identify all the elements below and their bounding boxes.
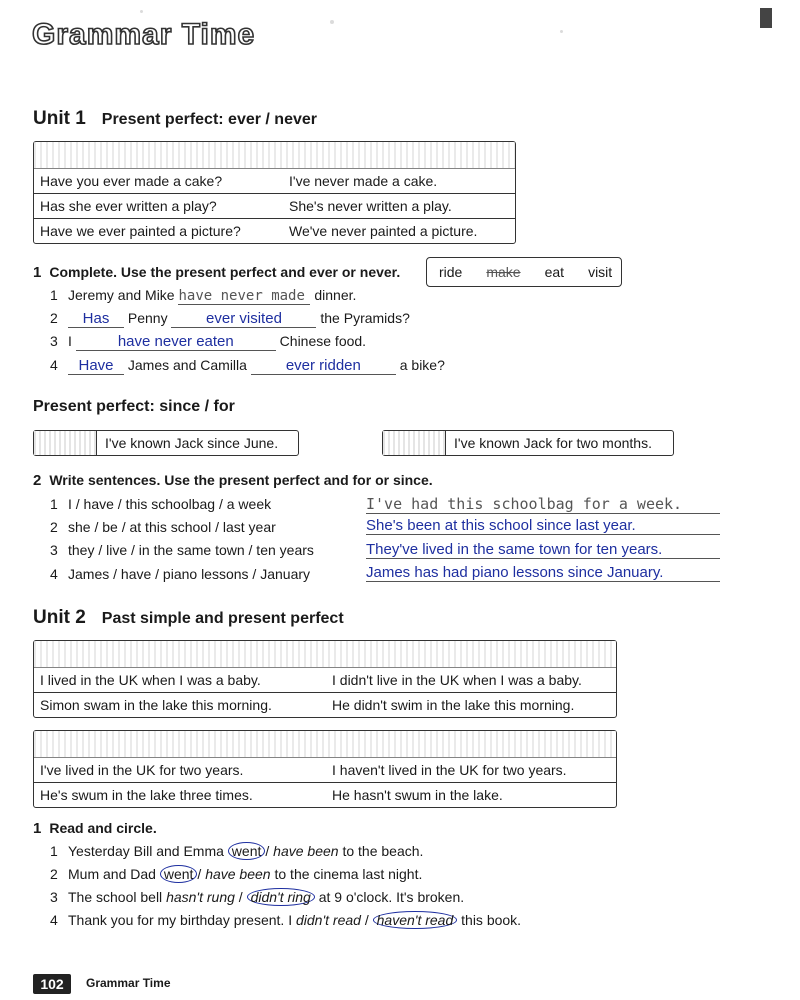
item-text: Thank you for my birthday present. I — [68, 912, 296, 928]
option-circled[interactable]: haven't read — [373, 911, 458, 929]
item-number: 1 — [50, 843, 58, 859]
table-cell: He's swum in the lake three times. — [40, 787, 253, 803]
ex2-item — [50, 566, 310, 582]
table-cell: Have you ever made a cake? — [40, 173, 223, 189]
answer-field[interactable]: I've had this schoolbag for a week. — [366, 495, 720, 514]
answer-field[interactable]: ever ridden — [251, 357, 396, 375]
example-text: I've known Jack since June. — [105, 435, 279, 451]
item-prompt: I / have / this schoolbag / a week — [68, 496, 272, 512]
table-cell: She's never written a play. — [289, 198, 452, 214]
ex-instruction: Read and circle. — [49, 820, 157, 836]
ex-number: 1 — [33, 820, 42, 837]
speck — [140, 10, 143, 13]
item-text: this book. — [457, 912, 522, 928]
speck — [560, 30, 563, 33]
example-box-since — [33, 430, 299, 456]
answer-field[interactable]: They've lived in the same town for ten years. — [366, 541, 720, 559]
unit1-heading — [33, 108, 317, 130]
table-header — [34, 142, 515, 169]
ex2-item — [50, 542, 314, 558]
item-number: 2 — [50, 866, 58, 882]
word-option: visit — [588, 264, 613, 280]
ex1-item — [50, 310, 410, 328]
item-text: James and Camilla — [127, 357, 247, 373]
answer-field[interactable]: have never eaten — [76, 333, 276, 351]
unit2-title: Past simple and present perfect — [101, 610, 344, 627]
answer-field[interactable]: have never made — [178, 288, 310, 305]
unit2-ex1-heading — [33, 820, 157, 837]
table-row — [34, 219, 515, 243]
item-text: I — [68, 333, 72, 349]
item-text: the Pyramids? — [320, 310, 410, 326]
item-number: 4 — [50, 912, 58, 928]
ex1-number: 1 — [33, 264, 42, 281]
table-cell: I didn't live in the UK when I was a baby. — [332, 672, 582, 688]
item-text: Jeremy and Mike — [68, 287, 175, 303]
item-prompt: James / have / piano lessons / January — [68, 566, 311, 582]
item-text: a bike? — [399, 357, 445, 373]
item-text: Chinese food. — [279, 333, 367, 349]
page-header-title: Grammar Time — [32, 18, 256, 51]
table-header — [34, 641, 616, 668]
table-cell: Simon swam in the lake this morning. — [40, 697, 272, 713]
table-cell: We've never painted a picture. — [289, 223, 478, 239]
item-text: to the cinema last night. — [270, 866, 423, 882]
unit2-table-2 — [33, 730, 617, 808]
item-number: 4 — [50, 357, 58, 373]
unit1-title: Present perfect: ever / never — [101, 111, 317, 128]
example-box-for — [382, 430, 674, 456]
item-text: dinner. — [314, 287, 357, 303]
circle-item — [50, 889, 464, 905]
word-option: eat — [544, 264, 565, 280]
item-number: 1 — [50, 287, 58, 303]
answer-field[interactable]: Have — [68, 357, 124, 375]
option[interactable]: have been — [205, 866, 271, 882]
unit2-table-1 — [33, 640, 617, 718]
unit2-label: Unit 2 — [33, 607, 86, 628]
word-option-used: make — [486, 264, 521, 280]
option-circled[interactable]: didn't ring — [247, 888, 315, 906]
table-header — [34, 731, 616, 758]
table-cell: I haven't lived in the UK for two years. — [332, 762, 567, 778]
separator: / — [265, 843, 274, 859]
footer-label: Grammar Time — [86, 976, 171, 990]
table-row — [34, 758, 616, 783]
table-cell: Has she ever written a play? — [40, 198, 217, 214]
item-text: Penny — [127, 310, 168, 326]
box-label — [34, 431, 97, 455]
item-number: 2 — [50, 310, 58, 326]
table-cell: I've lived in the UK for two years. — [40, 762, 244, 778]
unit1-label: Unit 1 — [33, 108, 86, 129]
table-row — [34, 169, 515, 194]
unit2-heading — [33, 607, 344, 629]
circle-item — [50, 843, 423, 859]
word-box — [426, 257, 622, 287]
ex2-number: 2 — [33, 472, 42, 489]
ex1-item — [50, 357, 445, 375]
table-cell: I've never made a cake. — [289, 173, 438, 189]
item-text: Yesterday Bill and Emma — [68, 843, 228, 859]
ex1-instruction: Complete. Use the present perfect and ever or never. — [49, 264, 401, 280]
option[interactable]: didn't read — [296, 912, 361, 928]
table-cell: He hasn't swum in the lake. — [332, 787, 503, 803]
item-text: to the beach. — [338, 843, 424, 859]
box-label — [383, 431, 446, 455]
table-row — [34, 693, 616, 717]
item-prompt: she / be / at this school / last year — [68, 519, 276, 535]
speck — [330, 20, 334, 24]
item-number: 1 — [50, 496, 58, 512]
ex2-item — [50, 519, 276, 535]
table-row — [34, 668, 616, 693]
item-number: 2 — [50, 519, 58, 535]
ex2-item — [50, 496, 271, 512]
table-cell: He didn't swim in the lake this morning. — [332, 697, 575, 713]
item-number: 3 — [50, 889, 58, 905]
item-text: Mum and Dad — [68, 866, 160, 882]
ex1-heading — [33, 264, 400, 281]
option[interactable]: have been — [273, 843, 339, 859]
separator: / — [197, 866, 206, 882]
word-option: ride — [439, 264, 463, 280]
option[interactable]: hasn't rung — [166, 889, 235, 905]
answer-field[interactable]: Has — [68, 310, 124, 328]
option-circled[interactable]: went — [160, 865, 198, 883]
item-number: 3 — [50, 542, 58, 558]
separator: / — [360, 912, 373, 928]
item-number: 4 — [50, 566, 58, 582]
corner-mark — [760, 8, 772, 28]
answer-field[interactable]: She's been at this school since last year. — [366, 517, 720, 535]
example-text: I've known Jack for two months. — [454, 435, 652, 451]
ex1-item — [50, 287, 356, 305]
item-text: The school bell — [68, 889, 167, 905]
ex2-instruction: Write sentences. Use the present perfect and for or since. — [49, 472, 433, 488]
item-number: 3 — [50, 333, 58, 349]
page-number: 102 — [33, 974, 71, 994]
since-for-title: Present perfect: since / for — [33, 398, 235, 415]
table-cell: Have we ever painted a picture? — [40, 223, 241, 239]
ex1-item — [50, 333, 366, 351]
answer-field[interactable]: ever visited — [171, 310, 316, 328]
separator: / — [234, 889, 247, 905]
answer-field[interactable]: James has had piano lessons since January. — [366, 564, 720, 582]
item-prompt: they / live / in the same town / ten years — [68, 542, 314, 558]
circle-item — [50, 912, 521, 928]
table-row — [34, 783, 616, 807]
table-row — [34, 194, 515, 219]
item-text: at 9 o'clock. It's broken. — [314, 889, 465, 905]
table-cell: I lived in the UK when I was a baby. — [40, 672, 261, 688]
ex2-heading — [33, 472, 433, 489]
option-circled[interactable]: went — [228, 842, 266, 860]
unit1-table — [33, 141, 516, 244]
circle-item — [50, 866, 422, 882]
